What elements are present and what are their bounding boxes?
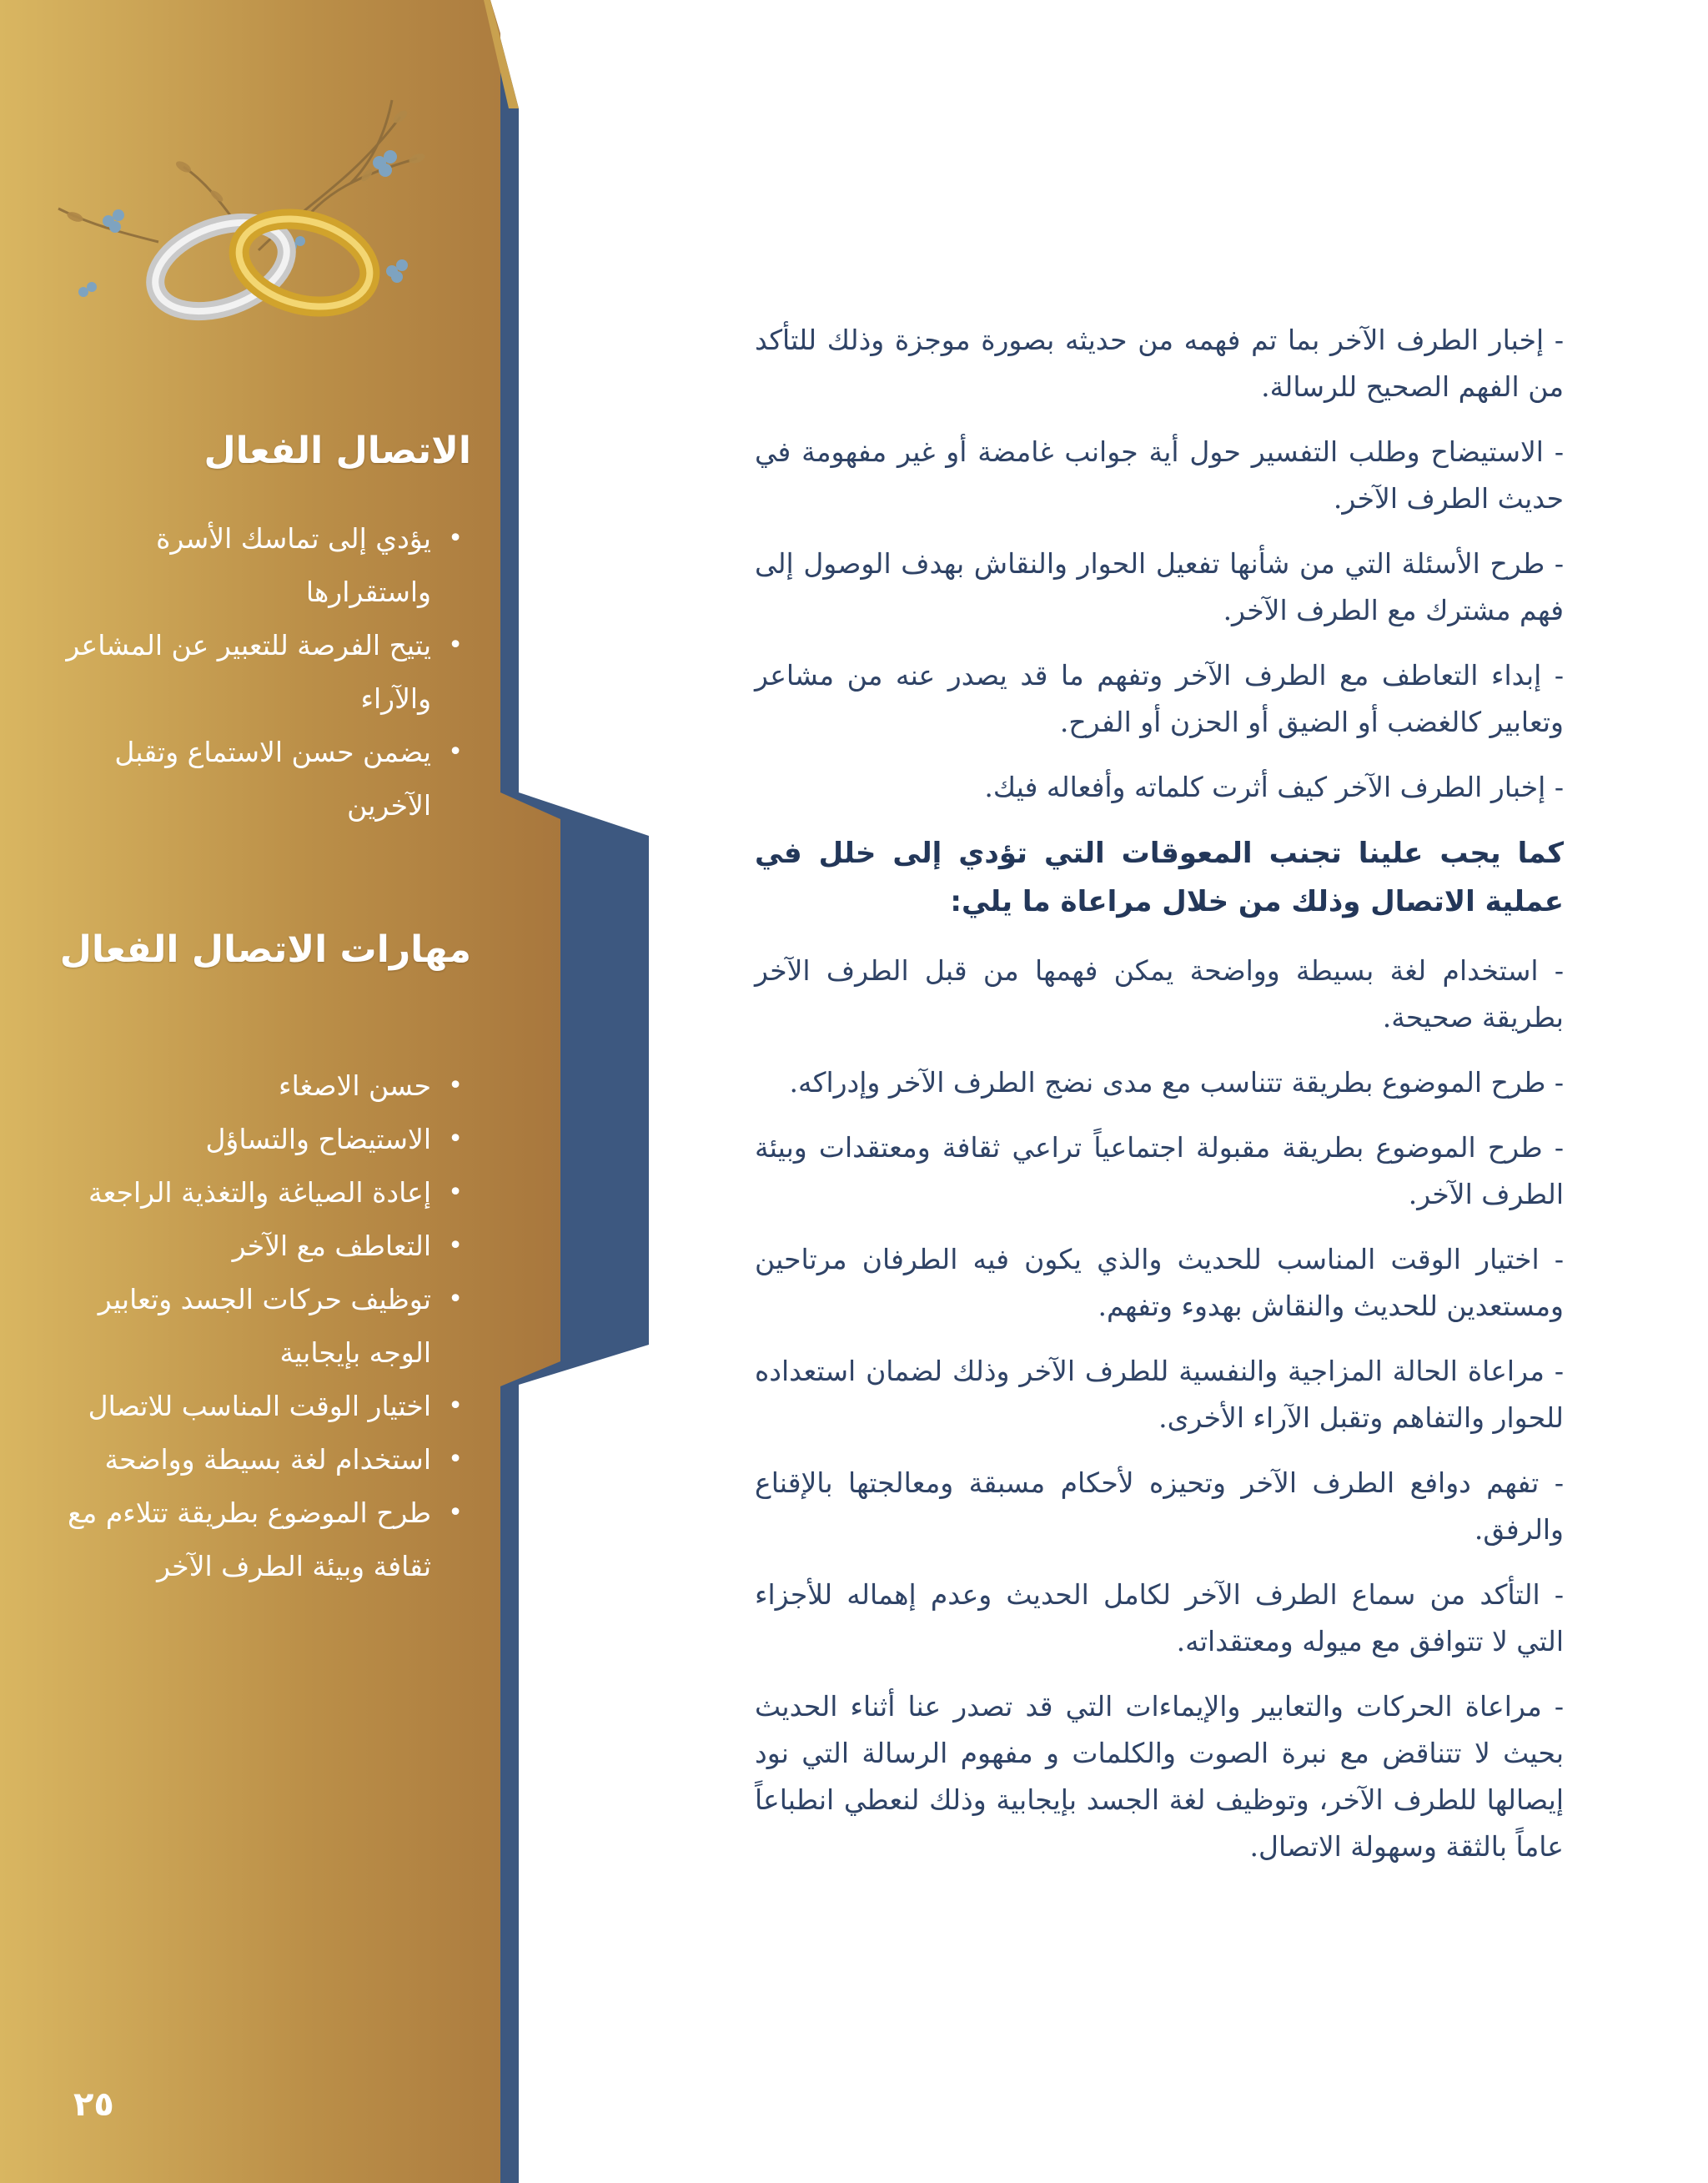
bullet-icon: • bbox=[448, 1071, 463, 1100]
bullet-icon: • bbox=[448, 1178, 463, 1207]
bullet-icon: • bbox=[448, 1445, 463, 1474]
bullet-icon: • bbox=[448, 631, 463, 660]
list-item-text: يتيح الفرصة للتعبير عن المشاعر والآراء bbox=[66, 629, 431, 715]
paragraph: - طرح الأسئلة التي من شأنها تفعيل الحوار والنقاش بهدف الوصول إلى فهم مشترك مع الطرف الآخر. bbox=[755, 547, 1564, 626]
list-item-text: يؤدي إلى تماسك الأسرة واستقرارها bbox=[156, 522, 431, 608]
page-number: ٢٥ bbox=[73, 2085, 114, 2124]
paragraph: - طرح الموضوع بطريقة تتناسب مع مدى نضج الطرف الآخر وإدراكه. bbox=[789, 1066, 1564, 1099]
paragraph: - مراعاة الحركات والتعابير والإيماءات التي قد تصدر عنا أثناء الحديث بحيث لا تتناقض مع نبرة الصوت والكلمات و مفهوم الرسالة التي نود إيصالها للطرف الآخر، وتوظيف لغة الجسد بإيجابية وذلك لنعطي انطباعاً عاماً بالثقة وسهولة الاتصال. bbox=[755, 1690, 1564, 1863]
list-item-text: اختيار الوقت المناسب للاتصال bbox=[88, 1390, 431, 1422]
paragraph: - إخبار الطرف الآخر بما تم فهمه من حديثه بصورة موجزة وذلك للتأكد من الفهم الصحيح للرسالة. bbox=[755, 324, 1564, 403]
list-item bbox=[46, 1220, 463, 1273]
paragraph: - الاستيضاح وطلب التفسير حول أية جوانب غامضة أو غير مفهومة في حديث الطرف الآخر. bbox=[755, 435, 1564, 515]
paragraph: - إبداء التعاطف مع الطرف الآخر وتفهم ما قد يصدر عنه من مشاعر وتعابير كالغضب أو الضيق أو الحزن أو الفرح. bbox=[755, 659, 1564, 738]
sidebar-section2-list bbox=[46, 1059, 463, 1593]
list-item bbox=[46, 1166, 463, 1220]
sidebar-section1-list bbox=[46, 512, 463, 832]
list-item-text: إعادة الصياغة والتغذية الراجعة bbox=[88, 1176, 431, 1209]
paragraph: - استخدام لغة بسيطة وواضحة يمكن فهمها من قبل الطرف الآخر بطريقة صحيحة. bbox=[755, 954, 1564, 1034]
sidebar-section2-title: مهارات الاتصال الفعال bbox=[59, 928, 471, 971]
bullet-icon: • bbox=[448, 737, 463, 767]
bullet-icon: • bbox=[448, 1391, 463, 1421]
paragraph: - تفهم دوافع الطرف الآخر وتحيزه لأحكام مسبقة ومعالجتها بالإقناع والرفق. bbox=[755, 1466, 1564, 1546]
list-item-text: الاستيضاح والتساؤل bbox=[205, 1123, 431, 1155]
list-item bbox=[46, 726, 463, 832]
list-item-text: استخدام لغة بسيطة وواضحة bbox=[104, 1443, 431, 1476]
paragraph: - إخبار الطرف الآخر كيف أثرت كلماته وأفعاله فيك. bbox=[984, 771, 1564, 803]
wedding-rings-with-flowers bbox=[50, 83, 450, 334]
sidebar-section1-title: الاتصال الفعال bbox=[203, 430, 471, 472]
list-item-text: طرح الموضوع بطريقة تتلاءم مع ثقافة وبيئة الطرف الآخر bbox=[68, 1496, 431, 1582]
list-item-text: توظيف حركات الجسد وتعابير الوجه بإيجابية bbox=[98, 1283, 431, 1369]
bullet-icon: • bbox=[448, 1231, 463, 1260]
section-intro: كما يجب علينا تجنب المعوقات التي تؤدي إلى خلل في عملية الاتصال وذلك من خلال مراعاة ما يلي: bbox=[755, 837, 1564, 918]
list-item-text: التعاطف مع الآخر bbox=[232, 1230, 431, 1262]
bullet-icon: • bbox=[448, 524, 463, 553]
bullet-icon: • bbox=[448, 1498, 463, 1527]
list-item-text: حسن الاصغاء bbox=[279, 1069, 431, 1102]
list-item bbox=[46, 1486, 463, 1593]
list-item bbox=[46, 619, 463, 726]
list-item bbox=[46, 512, 463, 619]
list-item bbox=[46, 1113, 463, 1166]
bullet-icon: • bbox=[448, 1285, 463, 1314]
bullet-icon: • bbox=[448, 1124, 463, 1154]
list-item bbox=[46, 1433, 463, 1486]
paragraph: - التأكد من سماع الطرف الآخر لكامل الحديث وعدم إهماله للأجزاء التي لا تتوافق مع ميوله ومعتقداته. bbox=[755, 1578, 1564, 1657]
list-item bbox=[46, 1273, 463, 1380]
list-item bbox=[46, 1059, 463, 1113]
list-item bbox=[46, 1380, 463, 1433]
main-content bbox=[755, 317, 1564, 1889]
paragraph: - اختيار الوقت المناسب للحديث والذي يكون فيه الطرفان مرتاحين ومستعدين للحديث والنقاش بهدوء وتفهم. bbox=[755, 1243, 1564, 1322]
list-item-text: يضمن حسن الاستماع وتقبل الآخرين bbox=[114, 736, 431, 822]
paragraph: - مراعاة الحالة المزاجية والنفسية للطرف الآخر وذلك لضمان استعداده للحوار والتفاهم وتقبل الآراء الأخرى. bbox=[755, 1355, 1564, 1434]
paragraph: - طرح الموضوع بطريقة مقبولة اجتماعياً تراعي ثقافة ومعتقدات وبيئة الطرف الآخر. bbox=[755, 1131, 1564, 1210]
